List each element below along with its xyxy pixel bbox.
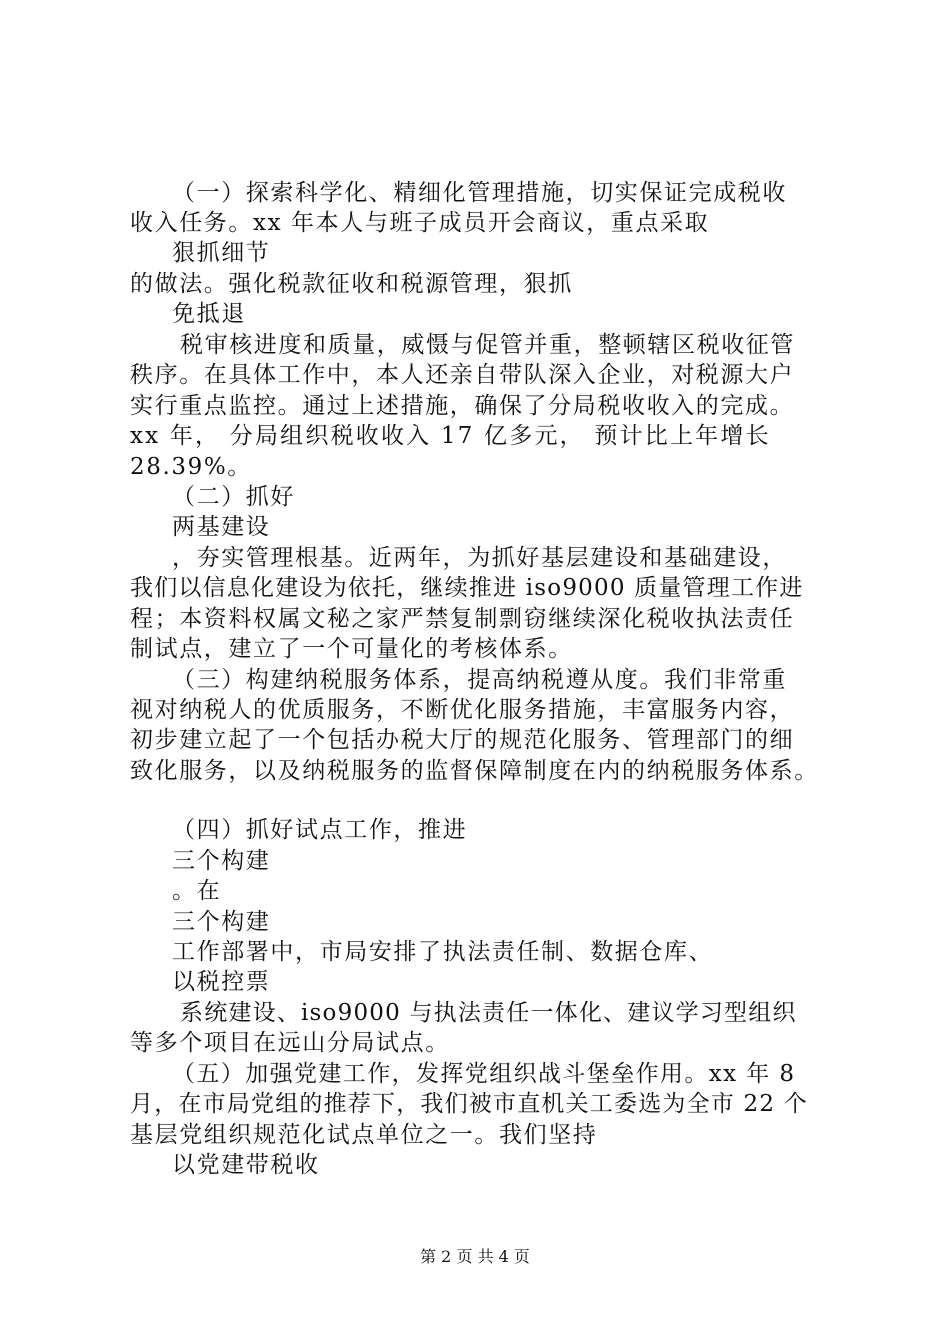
text-line: 制试点，建立了一个可量化的考核体系。 bbox=[130, 636, 573, 662]
text-line: 视对纳税人的优质服务，不断优化服务措施，丰富服务内容， bbox=[130, 697, 795, 723]
text-line: 以党建带税收 bbox=[172, 1152, 320, 1178]
page-number-footer: 第 2 页 共 4 页 bbox=[420, 1247, 530, 1266]
text-line: 两基建设 bbox=[172, 514, 271, 540]
text-line: （四）抓好试点工作，推进 bbox=[172, 817, 468, 843]
text-line: 初步建立起了一个包括办税大厅的规范化服务、管理部门的细 bbox=[130, 727, 795, 753]
text-line: 程；本资料权属文秘之家严禁复制剽窃继续深化税收执法责任 bbox=[130, 606, 795, 632]
text-line: 实行重点监控。通过上述措施，确保了分局税收收入的完成。 bbox=[130, 393, 795, 419]
text-line: 28.39%。 bbox=[130, 454, 252, 480]
text-line: 税审核进度和质量，威慑与促管并重，整顿辖区税收征管 bbox=[180, 332, 795, 358]
text-line: 系统建设、iso9000 与执法责任一体化、建议学习型组织 bbox=[180, 1000, 797, 1026]
text-line: 等多个项目在远山分局试点。 bbox=[130, 1030, 450, 1056]
text-line: 秩序。在具体工作中，本人还亲自带队深入企业，对税源大户 bbox=[130, 362, 795, 388]
text-line: 收入任务。xx 年本人与班子成员开会商议，重点采取 bbox=[130, 210, 710, 236]
text-line: 致化服务，以及纳税服务的监督保障制度在内的纳税服务体系。 bbox=[130, 758, 819, 784]
text-line: 免抵退 bbox=[172, 301, 246, 327]
text-line: 三个构建 bbox=[172, 909, 271, 935]
text-line: 我们以信息化建设为依托，继续推进 iso9000 质量管理工作进 bbox=[130, 575, 804, 601]
text-line: ，夯实管理根基。近两年，为抓好基层建设和基础建设， bbox=[172, 545, 787, 571]
text-line: 三个构建 bbox=[172, 848, 271, 874]
text-line: 工作部署中，市局安排了执法责任制、数据仓库、 bbox=[172, 939, 714, 965]
text-line: 狠抓细节 bbox=[172, 240, 271, 266]
text-line: （三）构建纳税服务体系，提高纳税遵从度。我们非常重 bbox=[172, 667, 787, 693]
text-line: xx 年， 分局组织税收收入 17 亿多元， 预计比上年增长 bbox=[130, 423, 771, 449]
text-line: （二）抓好 bbox=[172, 484, 295, 510]
text-line: （五）加强党建工作，发挥党组织战斗堡垒作用。xx 年 8 bbox=[172, 1061, 796, 1087]
text-line: 以税控票 bbox=[172, 969, 271, 995]
text-line: 。在 bbox=[172, 878, 222, 904]
text-line: 月，在市局党组的推荐下，我们被市直机关工委选为全市 22 个 bbox=[130, 1091, 808, 1117]
text-line: （一）探索科学化、精细化管理措施，切实保证完成税收 bbox=[172, 180, 787, 206]
text-line: 基层党组织规范化试点单位之一。我们坚持 bbox=[130, 1122, 598, 1148]
text-line: 的做法。强化税款征收和税源管理，狠抓 bbox=[130, 271, 573, 297]
